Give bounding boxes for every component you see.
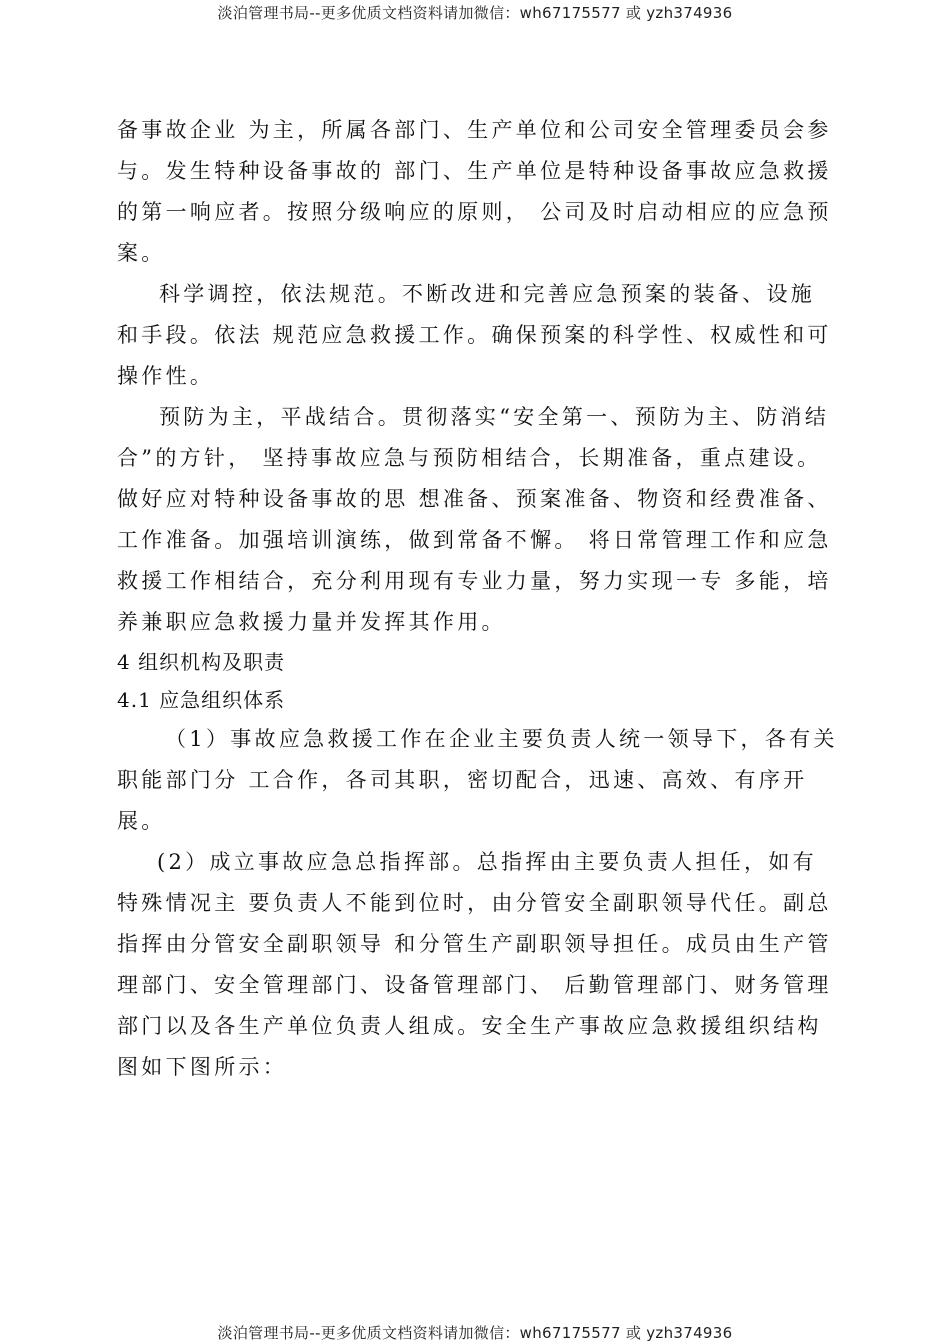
section-heading: 4 组织机构及职责 [117,650,286,674]
paragraph-scientific-control: 科学调控，依法规范。不断改进和完善应急预案的装备、设施和手段。依法 规范应急救援工作。确保预案的科学性、权威性和可操作性。 [117,282,832,388]
paragraph-continuation: 备事故企业 为主，所属各部门、生产单位和公司安全管理委员会参与。发生特种设备事故的 部门、生产单位是特种设备事故应急救援的第一响应者。按照分级响应的原则， 公司及时启动相应的应急预案。 [117,118,832,265]
page-footer: 淡泊管理书局--更多优质文档资料请加微信：wh67175577 或 yzh374936 [217,1324,733,1342]
document-body [117,110,839,1088]
list-item-1: （1）事故应急救援工作在企业主要负责人统一领导下，各有关职能部门分 工合作，各司其职，密切配合，迅速、高效、有序开展。 [117,727,838,833]
list-item-2: (2）成立事故应急总指挥部。总指挥由主要负责人担任，如有特殊情况主 要负责人不能到位时，由分管安全副职领导代任。副总指挥由分管安全副职领导 和分管生产副职领导担任。成员由生产管理部门、安全管理部门、设备管理部门、 后勤管理部门、财务管理部门以及各生产单位负责人组成。安全生产事故应急救援组织结构图如下图所示： [117,850,832,1079]
paragraph-prevention: 预防为主，平战结合。贯彻落实“安全第一、预防为主、防消结合”的方针， 坚持事故应急与预防相结合，长期准备，重点建设。做好应对特种设备事故的思 想准备、预案准备、物资和经费准备、工作准备。加强培训演练，做到常备不懈。 将日常管理工作和应急救援工作相结合，充分利用现有专业力量，努力实现一专 多能，培养兼职应急救援力量并发挥其作用。 [117,405,832,634]
subsection-heading: 4.1 应急组织体系 [117,688,286,712]
page-header: 淡泊管理书局--更多优质文档资料请加微信：wh67175577 或 yzh374936 [217,4,733,22]
